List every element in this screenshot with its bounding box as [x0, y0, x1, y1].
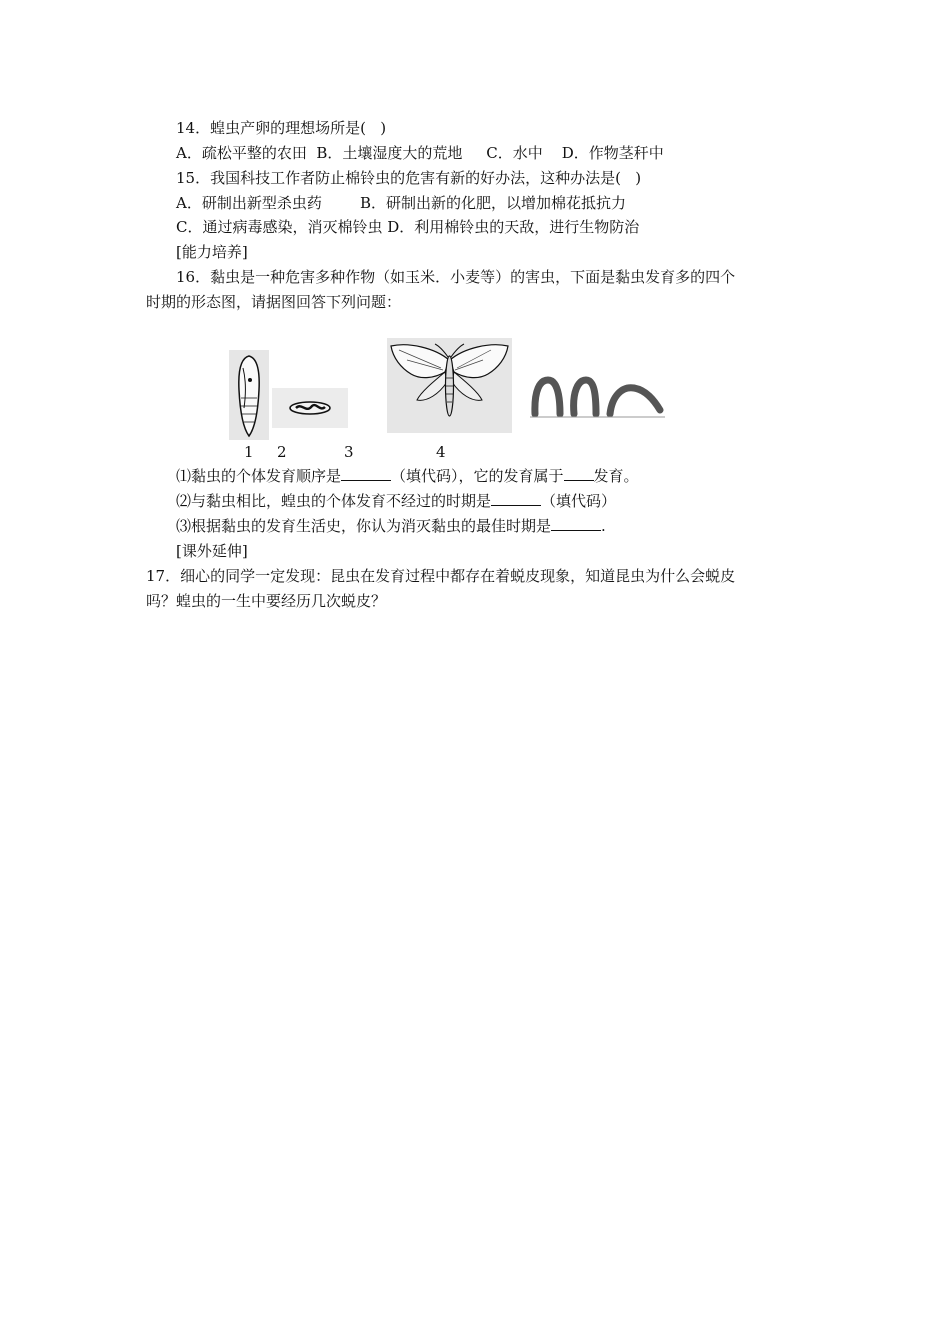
section-ability-heading: [能力培养] [176, 243, 248, 261]
q16-sub2-text-a: ⑵与黏虫相比，蝗虫的个体发育不经过的时期是 [176, 492, 492, 510]
q16-sub2 [176, 491, 616, 511]
q16-stem-line2: 时期的形态图，请据图回答下列问题： [146, 293, 402, 311]
answer-blank[interactable] [341, 466, 391, 481]
q14-options: A．疏松平整的农田 B．土壤湿度大的荒地 C．水中 D．作物茎秆中 [176, 144, 664, 162]
q16-sub1-text-c: 发育。 [593, 467, 639, 485]
egg-figure [272, 388, 348, 428]
answer-blank[interactable] [564, 466, 594, 481]
q17-line1: 17．细心的同学一定发现：昆虫在发育过程中都存在着蜕皮现象，知道昆虫为什么会蜕皮 [146, 567, 736, 585]
q16-sub3 [176, 516, 606, 536]
q15-stem: 15．我国科技工作者防止棉铃虫的危害有新的好办法，这种办法是( ) [176, 169, 642, 187]
figure-label-1: 1 [244, 443, 254, 461]
larva-figure [530, 370, 665, 420]
q14-stem: 14．蝗虫产卵的理想场所是( ) [176, 119, 387, 137]
q16-stem-line1: 16．黏虫是一种危害多种作物（如玉米．小麦等）的害虫，下面是黏虫发育多的四个 [176, 268, 736, 286]
pupa-figure [229, 350, 269, 440]
answer-blank[interactable] [491, 491, 541, 506]
moth-figure [387, 338, 512, 433]
q16-sub1 [176, 466, 639, 486]
figure-label-4: 4 [436, 443, 446, 461]
q17-line2: 吗？蝗虫的一生中要经历几次蜕皮？ [146, 592, 387, 610]
q16-sub2-text-b: （填代码） [541, 492, 617, 510]
q16-sub1-text-b: （填代码），它的发育属于 [391, 467, 564, 485]
figure-label-3: 3 [344, 443, 354, 461]
q16-sub3-text-a: ⑶根据黏虫的发育生活史，你认为消灭黏虫的最佳时期是 [176, 517, 552, 535]
q16-sub3-text-b: . [601, 517, 606, 535]
q15-options-ab: A．研制出新型杀虫药 B．研制出新的化肥，以增加棉花抵抗力 [176, 194, 627, 212]
answer-blank[interactable] [551, 516, 601, 531]
q15-options-cd: C．通过病毒感染，消灭棉铃虫 D．利用棉铃虫的天敌，进行生物防治 [176, 218, 640, 236]
q16-sub1-text-a: ⑴黏虫的个体发育顺序是 [176, 467, 342, 485]
figure-label-2: 2 [277, 443, 287, 461]
section-extension-heading: [课外延伸] [176, 542, 248, 560]
